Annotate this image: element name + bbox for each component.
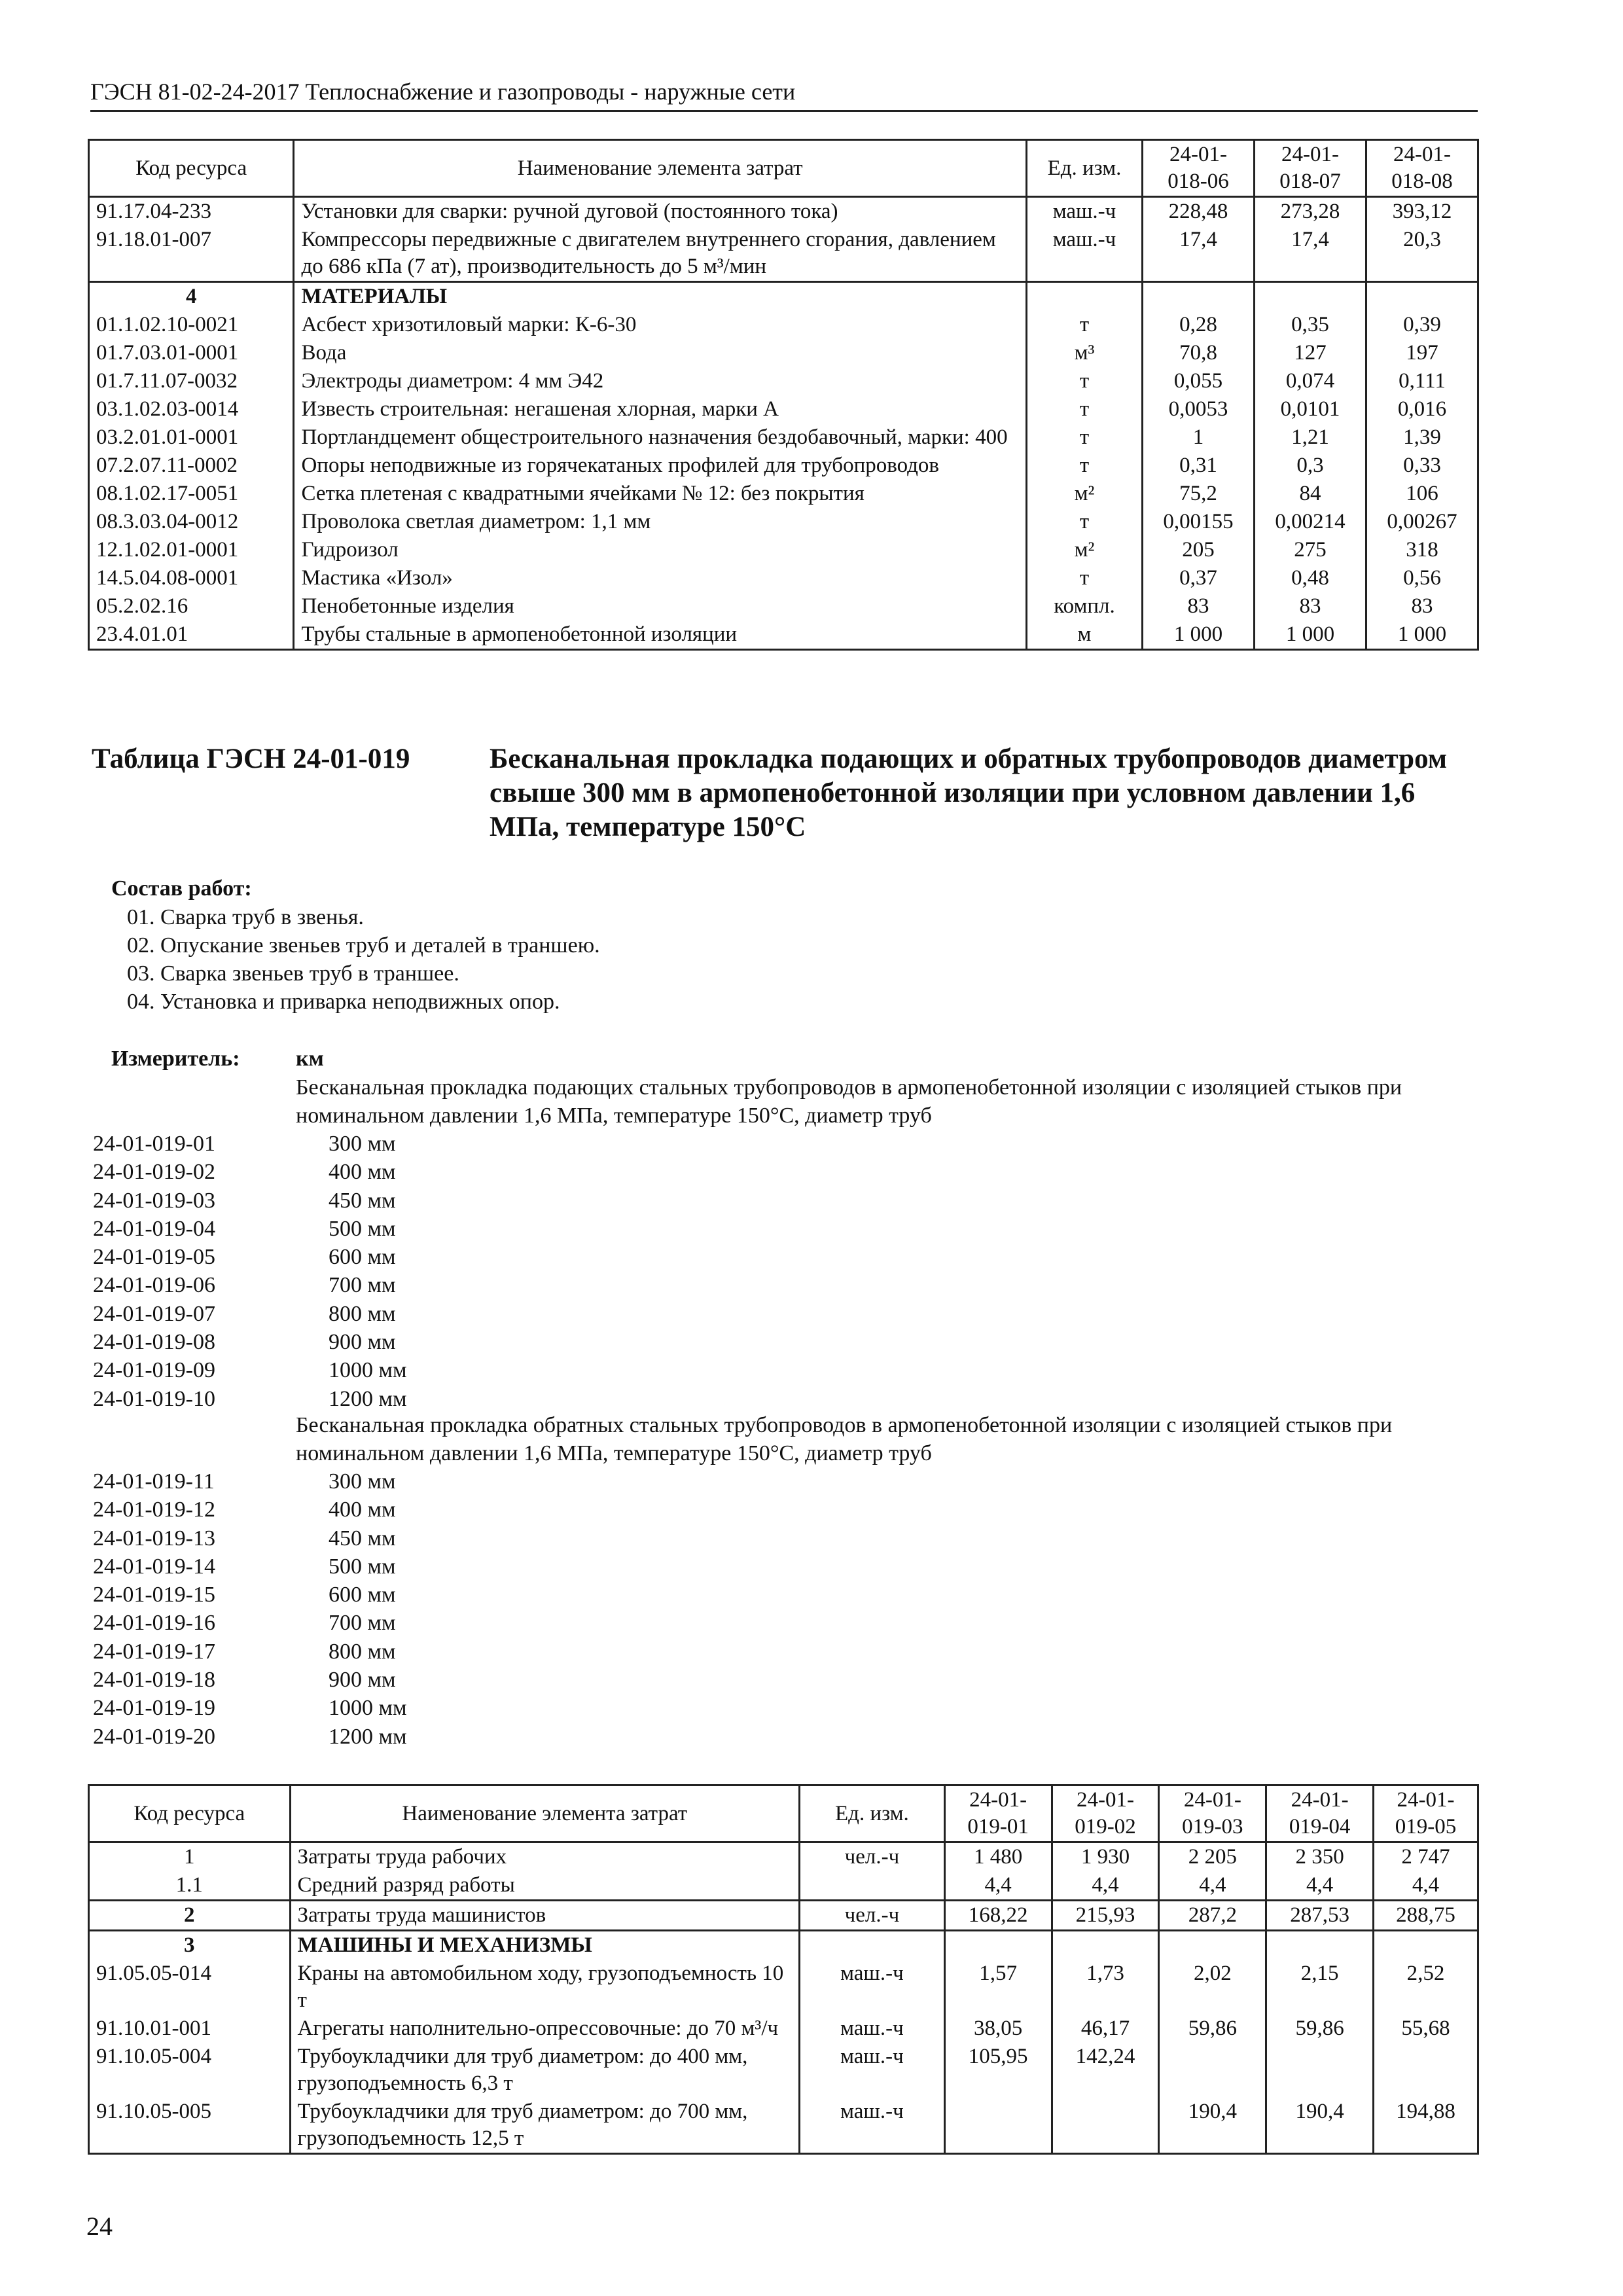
value-cell: 1 480: [944, 1842, 1052, 1872]
pipe-diameter: 600 мм: [329, 1583, 396, 1607]
column-header: 24-01-019-05: [1374, 1785, 1478, 1842]
value-cell: 59,86: [1266, 2015, 1374, 2043]
resource-name: Проволока светлая диаметром: 1,1 мм: [294, 508, 1027, 536]
pipe-diameter: 1200 мм: [329, 1724, 407, 1749]
works-list: [127, 903, 600, 1016]
table-row: [89, 480, 1478, 508]
resource-name: Трубоукладчики для труб диаметром: до 400 мм, грузоподъемность 6,3 т: [290, 2043, 800, 2098]
unit-cell: компл.: [1026, 592, 1142, 620]
norm-code: 24-01-019-03: [93, 1188, 215, 1213]
value-cell: [1052, 2098, 1159, 2154]
table-row: [89, 226, 1478, 282]
norm-code: 24-01-019-02: [93, 1160, 215, 1185]
value-cell: [1159, 2043, 1266, 2098]
list-item: [93, 1158, 407, 1186]
resource-name: Электроды диаметром: 4 мм Э42: [294, 367, 1027, 395]
column-header: Код ресурса: [89, 140, 294, 197]
resource-name: Пенобетонные изделия: [294, 592, 1027, 620]
resource-name: Агрегаты наполнительно-опрессовочные: до 70 м³/ч: [290, 2015, 800, 2043]
table-row: [89, 2098, 1478, 2154]
value-cell: 0,3: [1255, 452, 1366, 480]
value-cell: 1,57: [944, 1960, 1052, 2015]
unit-cell: маш.-ч: [1026, 197, 1142, 226]
table-row: [89, 508, 1478, 536]
resource-name: Затраты труда машинистов: [290, 1901, 800, 1931]
resource-code: 05.2.02.16: [89, 592, 294, 620]
value-cell: 83: [1143, 592, 1255, 620]
resource-code: 23.4.01.01: [89, 620, 294, 650]
table-row: [89, 452, 1478, 480]
value-cell: [1159, 1931, 1266, 1960]
pipe-diameter: 450 мм: [329, 1526, 396, 1551]
value-cell: 228,48: [1143, 197, 1255, 226]
resource-code: 01.1.02.10-0021: [89, 311, 294, 339]
value-cell: 287,53: [1266, 1901, 1374, 1931]
resource-name: Сетка плетеная с квадратными ячейками № 12: без покрытия: [294, 480, 1027, 508]
table-row: [89, 1960, 1478, 2015]
resource-code: 12.1.02.01-0001: [89, 536, 294, 564]
column-header: 24-01-018-08: [1366, 140, 1478, 197]
resource-code: 91.17.04-233: [89, 197, 294, 226]
resource-name: Трубы стальные в армопенобетонной изоляции: [294, 620, 1027, 650]
resource-code: 91.10.05-005: [89, 2098, 291, 2154]
table-row: [89, 1901, 1478, 1931]
value-cell: 0,31: [1143, 452, 1255, 480]
value-cell: 0,28: [1143, 311, 1255, 339]
value-cell: 105,95: [944, 2043, 1052, 2098]
value-cell: [1143, 282, 1255, 312]
resource-name: Трубоукладчики для труб диаметром: до 700 мм, грузоподъемность 12,5 т: [290, 2098, 800, 2154]
norm-code: 24-01-019-19: [93, 1696, 215, 1721]
unit-cell: [1026, 282, 1142, 312]
pipe-diameter: 1000 мм: [329, 1358, 407, 1383]
unit-cell: т: [1026, 395, 1142, 423]
column-header: Наименование элемента затрат: [294, 140, 1027, 197]
section-row-machines: [89, 1931, 1478, 1960]
value-cell: 194,88: [1374, 2098, 1478, 2154]
resource-name: Средний разряд работы: [290, 1871, 800, 1901]
table-label: Таблица ГЭСН 24-01-019: [92, 744, 410, 774]
section-title: МАТЕРИАЛЫ: [294, 282, 1027, 312]
table-header-row: [89, 1785, 1478, 1842]
value-cell: 0,00214: [1255, 508, 1366, 536]
resource-code: 08.3.03.04-0012: [89, 508, 294, 536]
value-cell: 2,15: [1266, 1960, 1374, 2015]
value-cell: [1266, 1931, 1374, 1960]
value-cell: 0,35: [1255, 311, 1366, 339]
value-cell: 59,86: [1159, 2015, 1266, 2043]
value-cell: 142,24: [1052, 2043, 1159, 2098]
list-item: [93, 1723, 407, 1751]
value-cell: 83: [1366, 592, 1478, 620]
pipe-diameter: 700 мм: [329, 1273, 396, 1298]
return-description: Бесканальная прокладка обратных стальных трубопроводов в армопенобетонной изоляции с изоляцией стыков при номинальном давлении 1,6 МПа, температуре 150°С, диаметр труб: [296, 1413, 1393, 1465]
section-code: 3: [89, 1931, 291, 1960]
resource-code: 08.1.02.17-0051: [89, 480, 294, 508]
list-item: [93, 1300, 407, 1328]
resource-code: 03.1.02.03-0014: [89, 395, 294, 423]
unit-cell: т: [1026, 508, 1142, 536]
unit-cell: чел.-ч: [800, 1901, 945, 1931]
column-header: Код ресурса: [89, 1785, 291, 1842]
value-cell: 0,111: [1366, 367, 1478, 395]
pipe-diameter: 900 мм: [329, 1668, 396, 1693]
pipe-diameter: 400 мм: [329, 1160, 396, 1185]
table-row: [89, 2043, 1478, 2098]
value-cell: 2 747: [1374, 1842, 1478, 1872]
norm-code: 24-01-019-13: [93, 1526, 215, 1551]
column-header: Ед. изм.: [1026, 140, 1142, 197]
resource-name: Компрессоры передвижные с двигателем внутреннего сгорания, давлением до 686 кПа (7 ат), производительность до 5 м³/мин: [294, 226, 1027, 282]
value-cell: 46,17: [1052, 2015, 1159, 2043]
value-cell: 0,48: [1255, 564, 1366, 592]
value-cell: [1266, 2043, 1374, 2098]
value-cell: 0,39: [1366, 311, 1478, 339]
pipe-diameter: 450 мм: [329, 1188, 396, 1213]
unit-cell: т: [1026, 564, 1142, 592]
page-header: ГЭСН 81-02-24-2017 Теплоснабжение и газопроводы - наружные сети: [90, 77, 1478, 112]
norm-code: 24-01-019-12: [93, 1498, 215, 1522]
list-item: [93, 1385, 407, 1413]
resource-code: 03.2.01.01-0001: [89, 423, 294, 452]
list-item: [93, 1271, 407, 1299]
resource-name: Опоры неподвижные из горячекатаных профилей для трубопроводов: [294, 452, 1027, 480]
resource-name: Вода: [294, 339, 1027, 367]
value-cell: 287,2: [1159, 1901, 1266, 1931]
value-cell: 17,4: [1255, 226, 1366, 282]
resource-code: 91.05.05-014: [89, 1960, 291, 2015]
table-row: [89, 339, 1478, 367]
table-row: [89, 395, 1478, 423]
table-title: Бесканальная прокладка подающих и обратных трубопроводов диаметром свыше 300 мм в армопенобетонной изоляции при условном давлении 1,6 МПа, температуре 150°С: [490, 744, 1448, 842]
table-row: [89, 620, 1478, 650]
unit-cell: т: [1026, 423, 1142, 452]
list-item: [93, 1552, 407, 1581]
page-number: 24: [86, 2212, 113, 2241]
resource-code: 07.2.07.11-0002: [89, 452, 294, 480]
value-cell: 1: [1143, 423, 1255, 452]
list-item: [93, 1638, 407, 1666]
column-header: 24-01-019-02: [1052, 1785, 1159, 1842]
table-row: [89, 367, 1478, 395]
resource-code: 1: [89, 1842, 291, 1872]
unit-cell: т: [1026, 367, 1142, 395]
column-header: 24-01-018-07: [1255, 140, 1366, 197]
table-row: [89, 536, 1478, 564]
value-cell: 1,73: [1052, 1960, 1159, 2015]
list-item: [93, 1496, 407, 1524]
value-cell: 197: [1366, 339, 1478, 367]
resource-name: Затраты труда рабочих: [290, 1842, 800, 1872]
resource-code: 91.10.05-004: [89, 2043, 291, 2098]
value-cell: 106: [1366, 480, 1478, 508]
value-cell: 84: [1255, 480, 1366, 508]
value-cell: 4,4: [944, 1871, 1052, 1901]
resource-table-019: [88, 1784, 1479, 2155]
norm-code: 24-01-019-01: [93, 1132, 215, 1156]
measure-label: Измеритель:: [111, 1047, 240, 1071]
value-cell: 2,52: [1374, 1960, 1478, 2015]
value-cell: 288,75: [1374, 1901, 1478, 1931]
pipe-diameter: 1000 мм: [329, 1696, 407, 1721]
list-item: 03. Сварка звеньев труб в траншее.: [127, 961, 459, 986]
unit-cell: м: [1026, 620, 1142, 650]
unit-cell: маш.-ч: [800, 2015, 945, 2043]
norm-code: 24-01-019-14: [93, 1554, 215, 1579]
unit-cell: т: [1026, 452, 1142, 480]
column-header: 24-01-019-01: [944, 1785, 1052, 1842]
value-cell: 1 000: [1255, 620, 1366, 650]
table-row: [89, 423, 1478, 452]
norm-code: 24-01-019-20: [93, 1724, 215, 1749]
value-cell: 55,68: [1374, 2015, 1478, 2043]
value-cell: 0,00267: [1366, 508, 1478, 536]
unit-cell: м²: [1026, 480, 1142, 508]
pipe-diameter: 400 мм: [329, 1498, 396, 1522]
value-cell: 38,05: [944, 2015, 1052, 2043]
norm-code: 24-01-019-11: [93, 1469, 215, 1494]
resource-name: Портландцемент общестроительного назначения бездобавочный, марки: 400: [294, 423, 1027, 452]
value-cell: 4,4: [1159, 1871, 1266, 1901]
value-cell: [1374, 2043, 1478, 2098]
value-cell: 0,074: [1255, 367, 1366, 395]
norm-code: 24-01-019-09: [93, 1358, 215, 1383]
resource-name: Краны на автомобильном ходу, грузоподъемность 10 т: [290, 1960, 800, 2015]
list-item: [93, 1609, 407, 1637]
resource-name: Асбест хризотиловый марки: К-6-30: [294, 311, 1027, 339]
value-cell: 0,33: [1366, 452, 1478, 480]
unit-cell: чел.-ч: [800, 1842, 945, 1872]
value-cell: 4,4: [1374, 1871, 1478, 1901]
table-row: [89, 197, 1478, 226]
list-item: [93, 1243, 407, 1271]
resource-name: Известь строительная: негашеная хлорная, марки А: [294, 395, 1027, 423]
works-title: Состав работ:: [111, 876, 252, 901]
resource-name: Гидроизол: [294, 536, 1027, 564]
value-cell: 20,3: [1366, 226, 1478, 282]
pipe-diameter: 500 мм: [329, 1554, 396, 1579]
resource-table-018: [88, 139, 1479, 651]
value-cell: 1,39: [1366, 423, 1478, 452]
value-cell: 75,2: [1143, 480, 1255, 508]
list-item: [93, 1666, 407, 1694]
unit-cell: [800, 1871, 945, 1901]
pipe-diameter: 300 мм: [329, 1132, 396, 1156]
value-cell: 4,4: [1052, 1871, 1159, 1901]
resource-code: 91.18.01-007: [89, 226, 294, 282]
value-cell: 83: [1255, 592, 1366, 620]
column-header: 24-01-018-06: [1143, 140, 1255, 197]
pipe-diameter: 700 мм: [329, 1611, 396, 1636]
list-item: 01. Сварка труб в звенья.: [127, 905, 364, 929]
value-cell: 0,37: [1143, 564, 1255, 592]
value-cell: 2 350: [1266, 1842, 1374, 1872]
resource-code: 1.1: [89, 1871, 291, 1901]
resource-code: 2: [89, 1901, 291, 1931]
value-cell: 70,8: [1143, 339, 1255, 367]
list-item: 04. Установка и приварка неподвижных опор.: [127, 990, 560, 1014]
table-row: [89, 564, 1478, 592]
supply-codes-list: [93, 1130, 407, 1413]
norm-code: 24-01-019-05: [93, 1245, 215, 1270]
unit-cell: т: [1026, 311, 1142, 339]
resource-code: 91.10.01-001: [89, 2015, 291, 2043]
list-item: [93, 1694, 407, 1722]
value-cell: 0,00155: [1143, 508, 1255, 536]
table-row: [89, 311, 1478, 339]
column-header: Наименование элемента затрат: [290, 1785, 800, 1842]
resource-code: 01.7.03.01-0001: [89, 339, 294, 367]
column-header: 24-01-019-04: [1266, 1785, 1374, 1842]
value-cell: 0,016: [1366, 395, 1478, 423]
value-cell: 318: [1366, 536, 1478, 564]
value-cell: 2 205: [1159, 1842, 1266, 1872]
resource-name: Мастика «Изол»: [294, 564, 1027, 592]
table-header-row: [89, 140, 1478, 197]
value-cell: 0,0053: [1143, 395, 1255, 423]
pipe-diameter: 900 мм: [329, 1330, 396, 1355]
value-cell: 0,0101: [1255, 395, 1366, 423]
measure-unit: км: [296, 1047, 324, 1071]
resource-code: 14.5.04.08-0001: [89, 564, 294, 592]
norm-code: 24-01-019-04: [93, 1216, 215, 1241]
value-cell: [1374, 1931, 1478, 1960]
value-cell: 273,28: [1255, 197, 1366, 226]
value-cell: 168,22: [944, 1901, 1052, 1931]
section-row-materials: [89, 282, 1478, 312]
value-cell: [944, 1931, 1052, 1960]
value-cell: 205: [1143, 536, 1255, 564]
value-cell: 215,93: [1052, 1901, 1159, 1931]
unit-cell: м²: [1026, 536, 1142, 564]
value-cell: 1 000: [1366, 620, 1478, 650]
norm-code: 24-01-019-15: [93, 1583, 215, 1607]
value-cell: 0,56: [1366, 564, 1478, 592]
column-header: Ед. изм.: [800, 1785, 945, 1842]
section-title: МАШИНЫ И МЕХАНИЗМЫ: [290, 1931, 800, 1960]
pipe-diameter: 600 мм: [329, 1245, 396, 1270]
value-cell: 190,4: [1159, 2098, 1266, 2154]
table-row: [89, 592, 1478, 620]
unit-cell: [800, 1931, 945, 1960]
norm-code: 24-01-019-16: [93, 1611, 215, 1636]
value-cell: 1 930: [1052, 1842, 1159, 1872]
value-cell: [1366, 282, 1478, 312]
table-row: [89, 1871, 1478, 1901]
supply-description: Бесканальная прокладка подающих стальных трубопроводов в армопенобетонной изоляции с изоляцией стыков при номинальном давлении 1,6 МПа, температуре 150°С, диаметр труб: [296, 1075, 1402, 1128]
list-item: [93, 1187, 407, 1215]
list-item: [93, 1581, 407, 1609]
list-item: [93, 1524, 407, 1552]
norm-code: 24-01-019-10: [93, 1386, 215, 1411]
value-cell: 127: [1255, 339, 1366, 367]
list-item: 02. Опускание звеньев труб и деталей в траншею.: [127, 933, 600, 958]
value-cell: 190,4: [1266, 2098, 1374, 2154]
list-item: [93, 1328, 407, 1356]
pipe-diameter: 800 мм: [329, 1639, 396, 1664]
value-cell: [1255, 282, 1366, 312]
value-cell: 0,055: [1143, 367, 1255, 395]
section-code: 4: [89, 282, 294, 312]
table-row: [89, 1842, 1478, 1872]
norm-code: 24-01-019-08: [93, 1330, 215, 1355]
pipe-diameter: 300 мм: [329, 1469, 396, 1494]
pipe-diameter: 500 мм: [329, 1216, 396, 1241]
list-item: [93, 1467, 407, 1496]
list-item: [93, 1130, 407, 1158]
norm-code: 24-01-019-07: [93, 1301, 215, 1326]
value-cell: [944, 2098, 1052, 2154]
list-item: [93, 1356, 407, 1384]
pipe-diameter: 1200 мм: [329, 1386, 407, 1411]
value-cell: 2,02: [1159, 1960, 1266, 2015]
value-cell: [1052, 1931, 1159, 1960]
return-codes-list: [93, 1467, 407, 1751]
unit-cell: маш.-ч: [1026, 226, 1142, 282]
norm-code: 24-01-019-18: [93, 1668, 215, 1693]
norm-code: 24-01-019-17: [93, 1639, 215, 1664]
unit-cell: м³: [1026, 339, 1142, 367]
list-item: [93, 1215, 407, 1243]
value-cell: 1 000: [1143, 620, 1255, 650]
unit-cell: маш.-ч: [800, 1960, 945, 2015]
unit-cell: маш.-ч: [800, 2098, 945, 2154]
pipe-diameter: 800 мм: [329, 1301, 396, 1326]
resource-name: Установки для сварки: ручной дуговой (постоянного тока): [294, 197, 1027, 226]
value-cell: 1,21: [1255, 423, 1366, 452]
table-row: [89, 2015, 1478, 2043]
value-cell: 275: [1255, 536, 1366, 564]
norm-code: 24-01-019-06: [93, 1273, 215, 1298]
resource-code: 01.7.11.07-0032: [89, 367, 294, 395]
column-header: 24-01-019-03: [1159, 1785, 1266, 1842]
value-cell: 4,4: [1266, 1871, 1374, 1901]
value-cell: 17,4: [1143, 226, 1255, 282]
value-cell: 393,12: [1366, 197, 1478, 226]
unit-cell: маш.-ч: [800, 2043, 945, 2098]
